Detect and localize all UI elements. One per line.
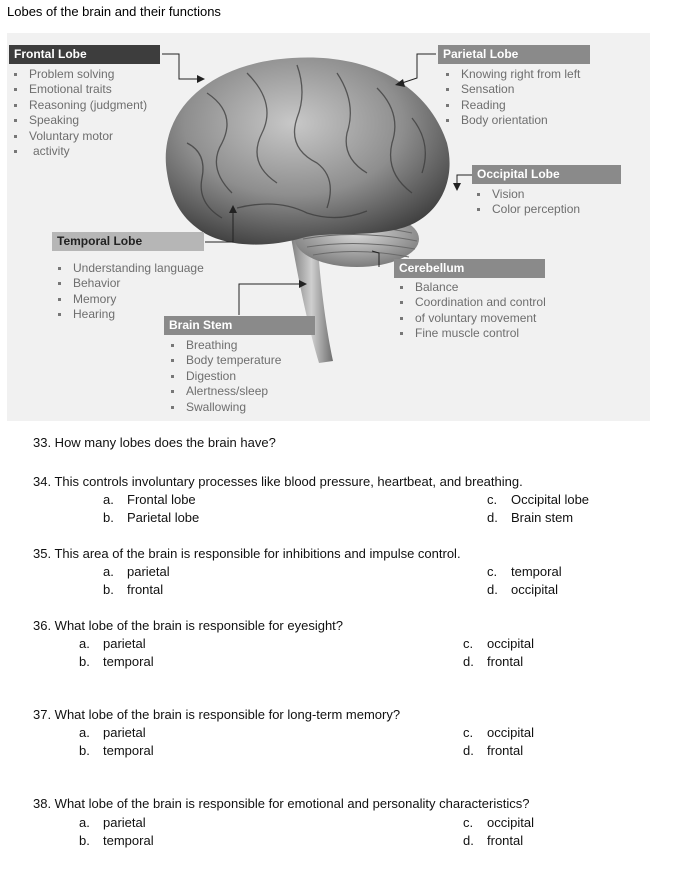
list-item: Digestion: [166, 369, 281, 384]
list-item: Reading: [441, 98, 580, 113]
question-36: 36. What lobe of the brain is responsible for eyesight?: [33, 618, 344, 633]
brain-stem-label: Brain Stem: [164, 316, 315, 335]
answer-option[interactable]: d. frontal: [463, 743, 524, 758]
list-item: Breathing: [166, 338, 281, 353]
list-item: Balance: [395, 280, 546, 295]
brain-diagram: [7, 33, 650, 421]
list-item: Behavior: [53, 276, 204, 291]
answer-option[interactable]: b. Parietal lobe: [103, 510, 200, 525]
answer-option[interactable]: b. frontal: [103, 582, 164, 597]
frontal-lobe-functions: [9, 67, 147, 159]
list-item-continued: of voluntary movement: [395, 311, 546, 326]
list-item: Voluntary motor: [9, 129, 147, 144]
answer-option[interactable]: a. parietal: [103, 564, 170, 579]
occipital-lobe-label: Occipital Lobe: [472, 165, 621, 184]
cerebellum-label: Cerebellum: [394, 259, 545, 278]
answer-option[interactable]: a. Frontal lobe: [103, 492, 196, 507]
answer-option[interactable]: a. parietal: [79, 636, 146, 651]
list-item: Memory: [53, 292, 204, 307]
cerebellum-functions: [395, 280, 546, 342]
list-item-continued: activity: [9, 144, 147, 159]
list-item: Alertness/sleep: [166, 384, 281, 399]
list-item: Swallowing: [166, 400, 281, 415]
question-35: 35. This area of the brain is responsible for inhibitions and impulse control.: [33, 546, 461, 561]
list-item: Reasoning (judgment): [9, 98, 147, 113]
list-item: Sensation: [441, 82, 580, 97]
temporal-lobe-label: Temporal Lobe: [52, 232, 204, 251]
answer-option[interactable]: b. temporal: [79, 833, 154, 848]
answer-option[interactable]: a. parietal: [79, 815, 146, 830]
list-item: Coordination and control: [395, 295, 546, 310]
answer-option[interactable]: c. occipital: [463, 636, 534, 651]
parietal-lobe-label: Parietal Lobe: [438, 45, 590, 64]
answer-option[interactable]: c. occipital: [463, 815, 534, 830]
answer-option[interactable]: d. occipital: [487, 582, 558, 597]
answer-option[interactable]: c. temporal: [487, 564, 562, 579]
answer-option[interactable]: d. frontal: [463, 654, 524, 669]
list-item: Color perception: [472, 202, 580, 217]
temporal-lobe-functions: [53, 261, 204, 323]
list-item: Knowing right from left: [441, 67, 580, 82]
frontal-lobe-label: Frontal Lobe: [9, 45, 160, 64]
list-item: Vision: [472, 187, 580, 202]
answer-option[interactable]: b. temporal: [79, 654, 154, 669]
answer-option[interactable]: b. temporal: [79, 743, 154, 758]
list-item: Fine muscle control: [395, 326, 546, 341]
answer-option[interactable]: c. Occipital lobe: [487, 492, 590, 507]
list-item: Body temperature: [166, 353, 281, 368]
list-item: Understanding language: [53, 261, 204, 276]
answer-option[interactable]: d. Brain stem: [487, 510, 574, 525]
occipital-lobe-functions: [472, 187, 580, 218]
question-38: 38. What lobe of the brain is responsible for emotional and personality characteristics?: [33, 796, 530, 811]
cerebrum-shape: [166, 57, 450, 244]
question-33: 33. How many lobes does the brain have?: [33, 435, 276, 450]
list-item: Body orientation: [441, 113, 580, 128]
page-title: Lobes of the brain and their functions: [7, 4, 221, 19]
answer-option[interactable]: c. occipital: [463, 725, 534, 740]
answer-option[interactable]: d. frontal: [463, 833, 524, 848]
parietal-lobe-functions: [441, 67, 580, 129]
question-37: 37. What lobe of the brain is responsible for long-term memory?: [33, 707, 401, 722]
list-item: Speaking: [9, 113, 147, 128]
list-item: Emotional traits: [9, 82, 147, 97]
answer-option[interactable]: a. parietal: [79, 725, 146, 740]
list-item: Problem solving: [9, 67, 147, 82]
brain-stem-functions: [166, 338, 281, 415]
question-34: 34. This controls involuntary processes like blood pressure, heartbeat, and breathing.: [33, 474, 523, 489]
list-item: Hearing: [53, 307, 204, 322]
